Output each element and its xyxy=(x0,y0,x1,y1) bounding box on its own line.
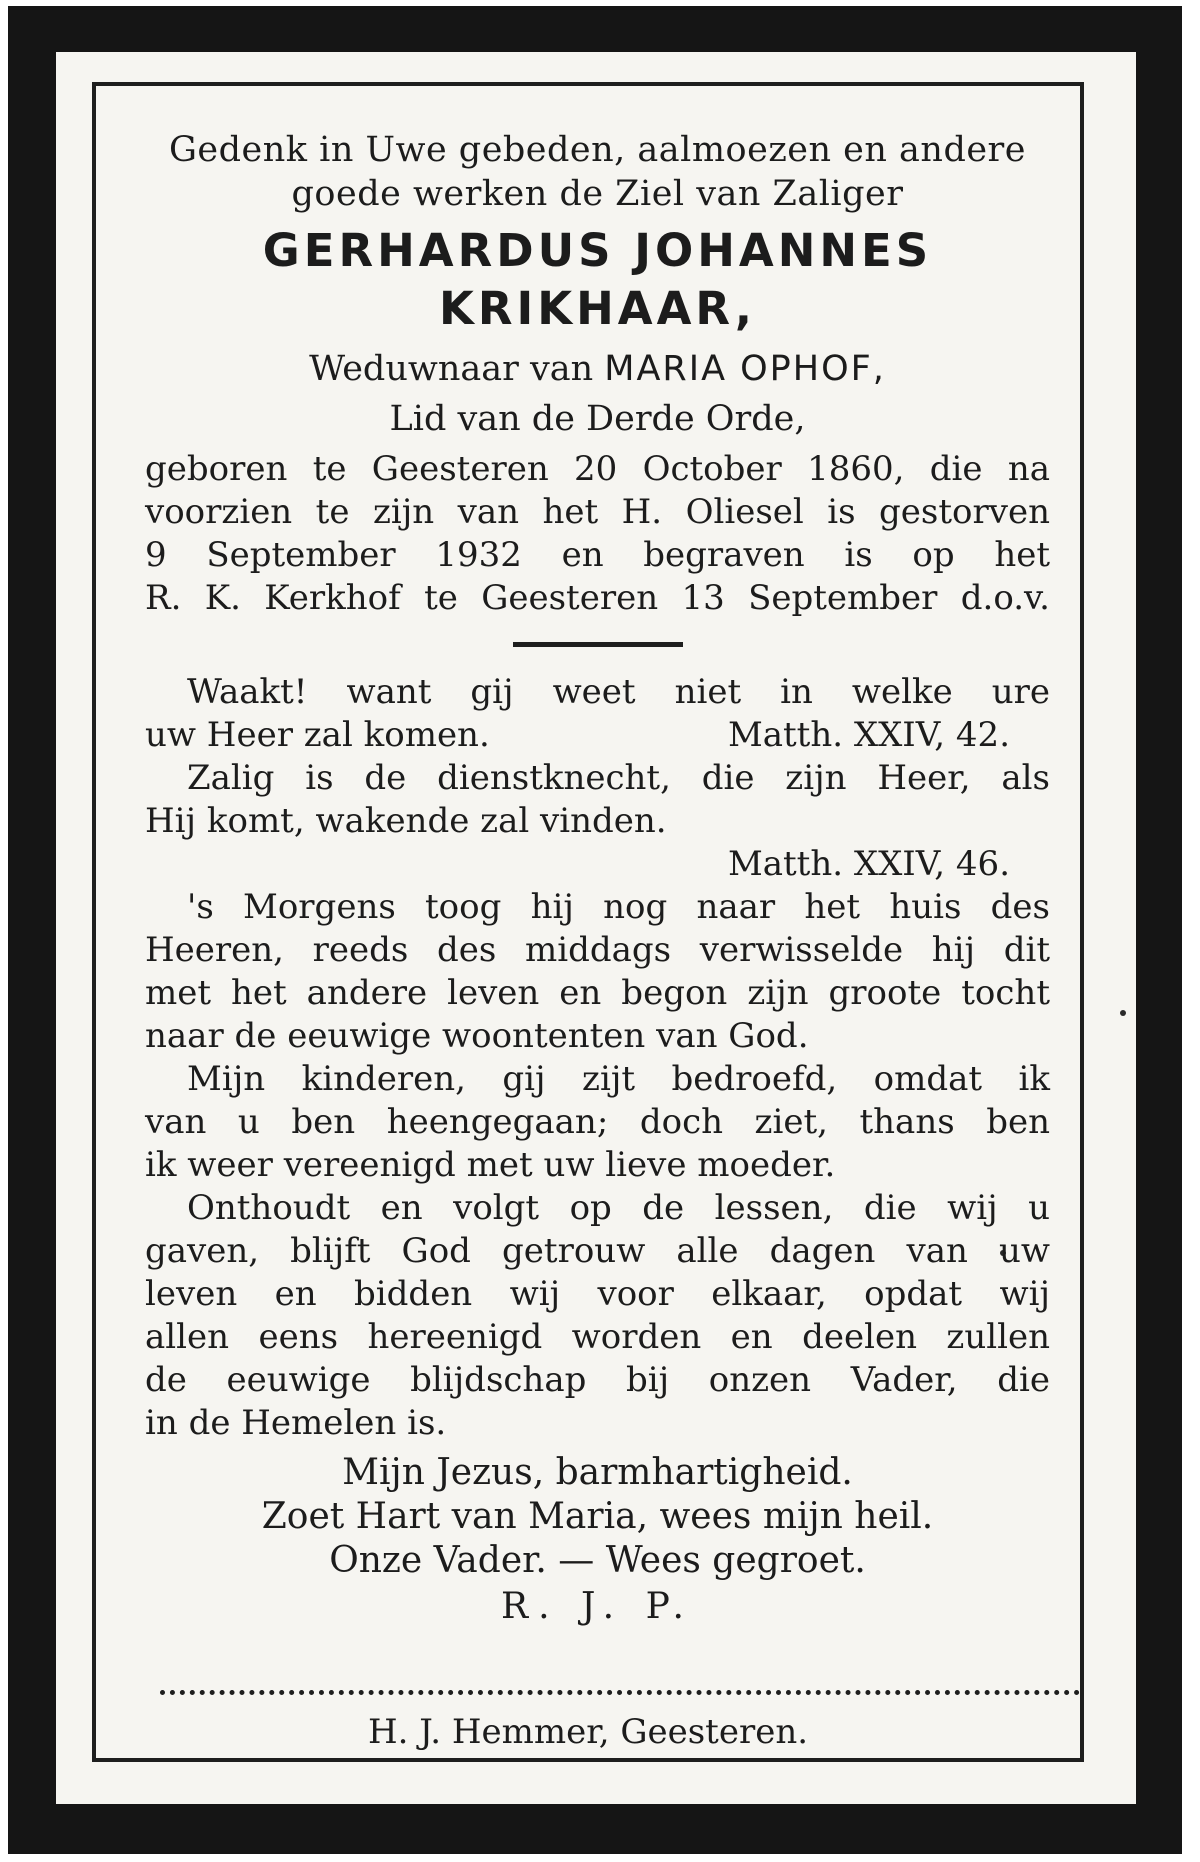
verse-line: Hij komt, wakende zal vinden. xyxy=(145,801,667,841)
paragraph-line: ik weer vereenigd met uw lieve moeder. xyxy=(145,1145,836,1185)
third-order-line: Lid van de Derde Orde, xyxy=(389,399,806,439)
bio-line: R. K. Kerkhof te Geesteren 13 September d.o.v. xyxy=(145,578,1050,618)
verse-line: Zalig is de dienstknecht, die zijn Heer, als xyxy=(187,758,1050,798)
rip-initials: R. J. P. xyxy=(501,1586,694,1627)
paragraph-line: leven en bidden wij voor elkaar, opdat wij xyxy=(145,1274,1050,1314)
widower-prefix: Weduwnaar van xyxy=(309,349,594,389)
widower-line xyxy=(145,344,1050,394)
paragraph-line: Mijn kinderen, gij zijt bedroefd, omdat ik xyxy=(187,1059,1050,1099)
scripture-verse-1 xyxy=(145,671,1050,757)
paragraph-line: Heeren, reeds des middags verwisselde hij dit xyxy=(145,930,1050,970)
paragraph-children xyxy=(145,1058,1050,1187)
print-speck xyxy=(1120,1010,1126,1016)
bio-line: 9 September 1932 en begraven is op het xyxy=(145,535,1050,575)
verse-text: uw Heer zal komen. xyxy=(145,715,490,755)
paragraph-line: in de Hemelen is. xyxy=(145,1403,447,1443)
spouse-name: MARIA OPHOF, xyxy=(604,349,886,389)
paragraph-lessons xyxy=(145,1187,1050,1445)
scripture-verse-2 xyxy=(145,757,1050,886)
paragraph-line: de eeuwige blijdschap bij onzen Vader, die xyxy=(145,1360,1050,1400)
paragraph-line: allen eens hereenigd worden en deelen zullen xyxy=(145,1317,1050,1357)
intro-line: goede werken de Ziel van Zaliger xyxy=(291,174,904,214)
verse-line-with-ref xyxy=(145,714,1050,757)
intro xyxy=(145,128,1050,216)
paragraph-line: van u ben heengegaan; doch ziet, thans ben xyxy=(145,1102,1050,1142)
section-divider xyxy=(513,642,683,647)
intro-line: Gedenk in Uwe gebeden, aalmoezen en andere xyxy=(168,130,1027,170)
verse-reference: Matth. XXIV, 46. xyxy=(727,844,1010,884)
deceased-name-first: GERHARDUS JOHANNES xyxy=(262,224,933,277)
paragraph-line: naar de eeuwige woontenten van God. xyxy=(145,1016,809,1056)
verse-reference: Matth. XXIV, 42. xyxy=(727,715,1010,755)
prayer-line: Onze Vader. — Wees gegroet. xyxy=(329,1540,866,1581)
prayer-line: Zoet Hart van Maria, wees mijn heil. xyxy=(261,1496,934,1537)
memorial-card-text xyxy=(145,128,1050,1631)
dotted-divider xyxy=(160,1690,1080,1695)
paragraph-line: Onthoudt en volgt op de lessen, die wij u xyxy=(187,1188,1050,1228)
paragraph-line: 's Morgens toog hij nog naar het huis des xyxy=(187,887,1050,927)
printer-credit: H. J. Hemmer, Geesteren. xyxy=(367,1712,809,1752)
verse-line: Waakt! want gij weet niet in welke ure xyxy=(187,672,1050,712)
paragraph-line: met het andere leven en begon zijn groote tocht xyxy=(145,973,1050,1013)
deceased-name-last: KRIKHAAR, xyxy=(438,282,757,335)
prayer-line: Mijn Jezus, barmhartigheid. xyxy=(342,1452,853,1493)
paragraph-morning xyxy=(145,886,1050,1058)
bio-line: voorzien te zijn van het H. Oliesel is gestorven xyxy=(145,492,1050,532)
bio-line: geboren te Geesteren 20 October 1860, die na xyxy=(145,449,1050,489)
paragraph-line: gaven, blijft God getrouw alle dagen van uw xyxy=(145,1231,1050,1271)
biography xyxy=(145,448,1050,620)
closing-prayers xyxy=(145,1451,1050,1583)
